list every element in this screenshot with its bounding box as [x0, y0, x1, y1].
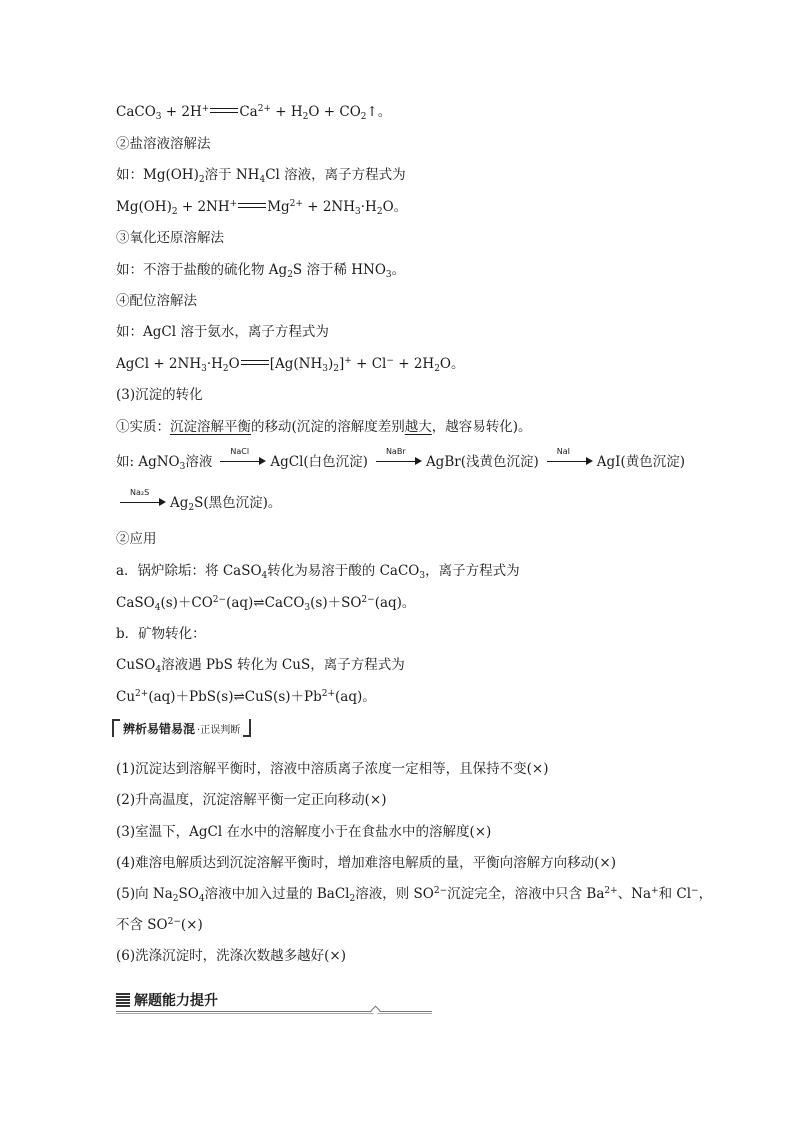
cuso4-line: CuSO$_4$溶液遇 PbS 转化为 CuS，离子方程式为	[116, 657, 405, 675]
reaction-arrow-icon: NaCl	[220, 454, 266, 468]
boiler-scale-line: a．锅炉除垢：将 CaSO$_4$转化为易溶于酸的 CaCO$_3$，离子方程式为	[116, 563, 520, 581]
conversion-chain-line-2: Na₂S $Ag_2S$(黑色沉淀)。	[112, 494, 281, 512]
subsection-heading-conversion: (3)沉淀的转化	[116, 387, 203, 403]
judgment-item-3: (3)室温下，AgCl 在水中的溶解度小于在食盐水中的溶解度(×)	[116, 824, 492, 840]
reaction-arrow-icon: Na₂S	[120, 495, 166, 509]
equals-sign	[210, 108, 238, 113]
example-line-mgoh2: 如：$Mg(OH)_2$溶于 $NH_4Cl$ 溶液，离子方程式为	[116, 167, 406, 185]
section-divider	[116, 1011, 432, 1014]
section-heading: 解题能力提升	[116, 990, 218, 1010]
judgment-item-5: (5)向 $Na_2SO_4$溶液中加入过量的 BaCl$_2$溶液，则 $SO^{2-}$沉淀完全，溶液中只含 $Ba^{2+}$、Na+和 Cl−，	[116, 886, 713, 904]
reaction-arrow-icon: NaBr	[376, 454, 422, 468]
judgment-item-6: (6)洗涤沉淀时，洗涤次数越多越好(×)	[116, 948, 346, 964]
equation-line-caco3: CaCO$_3$ + 2H+ $Ca^{2+} + H_2O$ + $CO_2↑$。	[116, 104, 392, 122]
bracket-right-icon	[243, 719, 251, 737]
section-marker-icon	[116, 993, 130, 1007]
mineral-conversion-heading: b．矿物转化：	[116, 626, 206, 642]
bracket-left-icon	[112, 719, 120, 737]
method-heading-salt: ②盐溶液溶解法	[116, 136, 211, 152]
judgment-item-1: (1)沉淀达到溶解平衡时，溶液中溶质离子浓度一定相等，且保持不变(×)	[116, 761, 549, 777]
essence-line: ①实质：沉淀溶解平衡的移动(沉淀的溶解度差别越大，越容易转化)。	[116, 419, 532, 435]
equation-line-caso4: $CaSO_4(s)+CO^{2-}(aq)\rightleftharpoons CaCO_3(s)+SO^{2-}(aq)$。	[116, 595, 416, 613]
equation-line-mgoh2: $Mg(OH)_2 + 2NH^+$ $Mg^{2+} + 2NH_3\cdot H_2O$。	[116, 199, 408, 217]
method-heading-coordination: ④配位溶解法	[116, 293, 197, 309]
equals-sign	[241, 360, 269, 365]
equals-sign	[238, 203, 266, 208]
example-line-ag2s: 如：不溶于盐酸的硫化物 $Ag_2S$ 溶于稀 $HNO_3$。	[116, 262, 406, 280]
judgment-item-4: (4)难溶电解质达到沉淀溶解平衡时，增加难溶电解质的量，平衡向溶解方向移动(×)	[116, 855, 616, 871]
judgment-item-2: (2)升高温度，沉淀溶解平衡一定正向移动(×)	[116, 792, 387, 808]
method-heading-redox: ③氧化还原溶解法	[116, 230, 224, 246]
judgment-item-5-cont: 不含 $SO^{2-}(\times)$	[116, 917, 203, 933]
example-line-agcl: 如：AgCl 溶于氨水，离子方程式为	[116, 324, 329, 340]
application-heading: ②应用	[116, 531, 157, 547]
conversion-chain-line: 如: AgNO$_3$溶液 NaCl AgCl(白色沉淀) NaBr AgBr(浅黄色沉淀) NaI AgI(黄色沉淀)	[116, 447, 686, 472]
reaction-arrow-icon: NaI	[547, 454, 593, 468]
equation-line-cus: $Cu^{2+}(aq)+PbS(s)\rightleftharpoons CuS(s)+Pb^{2+}(aq)$。	[116, 689, 376, 705]
error-analysis-header: 辨析易错易混 ·正误判断	[112, 718, 251, 738]
equation-line-agcl: AgCl + $2NH_3\cdot H_2O$ $[Ag(NH_3)_2]^+ + Cl^- + 2H_2O$。	[116, 356, 465, 374]
